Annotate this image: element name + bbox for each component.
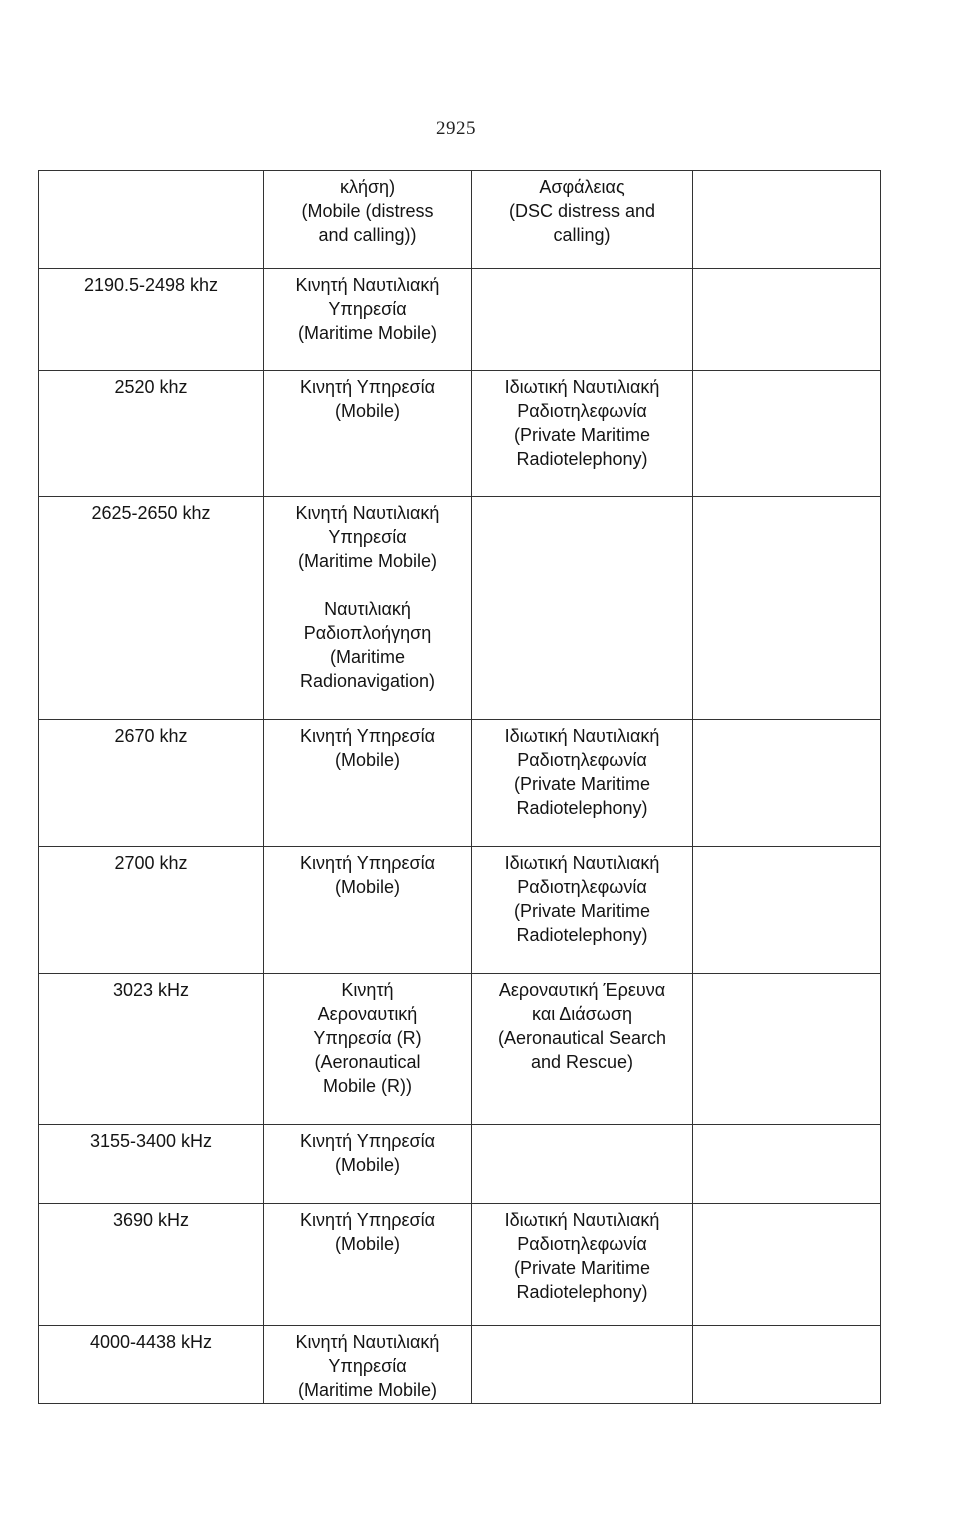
- service-text: Κινητή Υπηρεσία (Mobile): [299, 377, 436, 421]
- service-cell: [264, 1125, 472, 1204]
- blank-cell: [693, 720, 881, 847]
- service-cell: [264, 1204, 472, 1326]
- blank-cell: [693, 1125, 881, 1204]
- table-row: [39, 974, 881, 1125]
- use-cell: [472, 1125, 693, 1204]
- service-cell: [264, 1326, 472, 1404]
- blank-cell: [693, 847, 881, 974]
- frequency-cell: 3690 kHz: [39, 1204, 264, 1326]
- service-text: Κινητή Ναυτιλιακή Υπηρεσία (Maritime Mobile): [295, 1332, 440, 1400]
- service-cell: [264, 371, 472, 497]
- blank-cell: [693, 171, 881, 269]
- service-text: Κινητή Αεροναυτική Υπηρεσία (R) (Aeronautical Mobile (R)): [313, 980, 422, 1096]
- service-text: Κινητή Υπηρεσία (Mobile): [299, 853, 436, 897]
- use-cell: Ιδιωτική Ναυτιλιακή Ραδιοτηλεφωνία (Private Maritime Radiotelephony): [472, 847, 693, 974]
- blank-cell: [693, 371, 881, 497]
- blank-cell: [693, 269, 881, 371]
- table-row: [39, 1125, 881, 1204]
- frequency-cell: 2190.5-2498 khz: [39, 269, 264, 371]
- use-cell: Ιδιωτική Ναυτιλιακή Ραδιοτηλεφωνία (Private Maritime Radiotelephony): [472, 720, 693, 847]
- table-row: [39, 497, 881, 720]
- frequency-cell: 2700 khz: [39, 847, 264, 974]
- service-cell: [264, 269, 472, 371]
- blank-cell: [693, 497, 881, 720]
- table-row: [39, 269, 881, 371]
- service-cell: [264, 847, 472, 974]
- service-cell: [264, 171, 472, 269]
- frequency-cell: 3155-3400 kHz: [39, 1125, 264, 1204]
- frequency-cell: [39, 171, 264, 269]
- service-text: Ναυτιλιακή Ραδιοπλοήγηση (Maritime Radionavigation): [299, 599, 436, 691]
- use-cell: [472, 1326, 693, 1404]
- blank-cell: [693, 1204, 881, 1326]
- service-text: Κινητή Υπηρεσία (Mobile): [299, 1210, 436, 1254]
- table-row: [39, 1204, 881, 1326]
- use-cell: Ασφάλειας (DSC distress and calling): [472, 171, 693, 269]
- service-text: Κινητή Υπηρεσία (Mobile): [299, 726, 436, 770]
- frequency-allocation-table: [38, 170, 881, 1404]
- use-cell: Ιδιωτική Ναυτιλιακή Ραδιοτηλεφωνία (Private Maritime Radiotelephony): [472, 371, 693, 497]
- blank-cell: [693, 1326, 881, 1404]
- use-cell: Ιδιωτική Ναυτιλιακή Ραδιοτηλεφωνία (Private Maritime Radiotelephony): [472, 1204, 693, 1326]
- table-row: [39, 171, 881, 269]
- frequency-cell: 4000-4438 kHz: [39, 1326, 264, 1404]
- table-row: [39, 720, 881, 847]
- table-row: [39, 847, 881, 974]
- page-number: 2925: [436, 118, 476, 139]
- use-cell: [472, 269, 693, 371]
- frequency-cell: 2670 khz: [39, 720, 264, 847]
- table-row: [39, 371, 881, 497]
- service-text: Κινητή Ναυτιλιακή Υπηρεσία (Maritime Mobile): [295, 503, 440, 571]
- use-cell: Αεροναυτική Έρευνα και Διάσωση (Aeronautical Search and Rescue): [472, 974, 693, 1125]
- table-row: [39, 1326, 881, 1404]
- service-cell: [264, 720, 472, 847]
- service-cell: [264, 974, 472, 1125]
- frequency-cell: 3023 kHz: [39, 974, 264, 1125]
- service-text: Κινητή Υπηρεσία (Mobile): [299, 1131, 436, 1175]
- service-text: Κινητή Ναυτιλιακή Υπηρεσία (Maritime Mobile): [295, 275, 440, 343]
- frequency-cell: 2625-2650 khz: [39, 497, 264, 720]
- blank-cell: [693, 974, 881, 1125]
- use-cell: [472, 497, 693, 720]
- frequency-cell: 2520 khz: [39, 371, 264, 497]
- service-cell: [264, 497, 472, 720]
- service-text: κλήση) (Mobile (distress and calling)): [301, 177, 434, 245]
